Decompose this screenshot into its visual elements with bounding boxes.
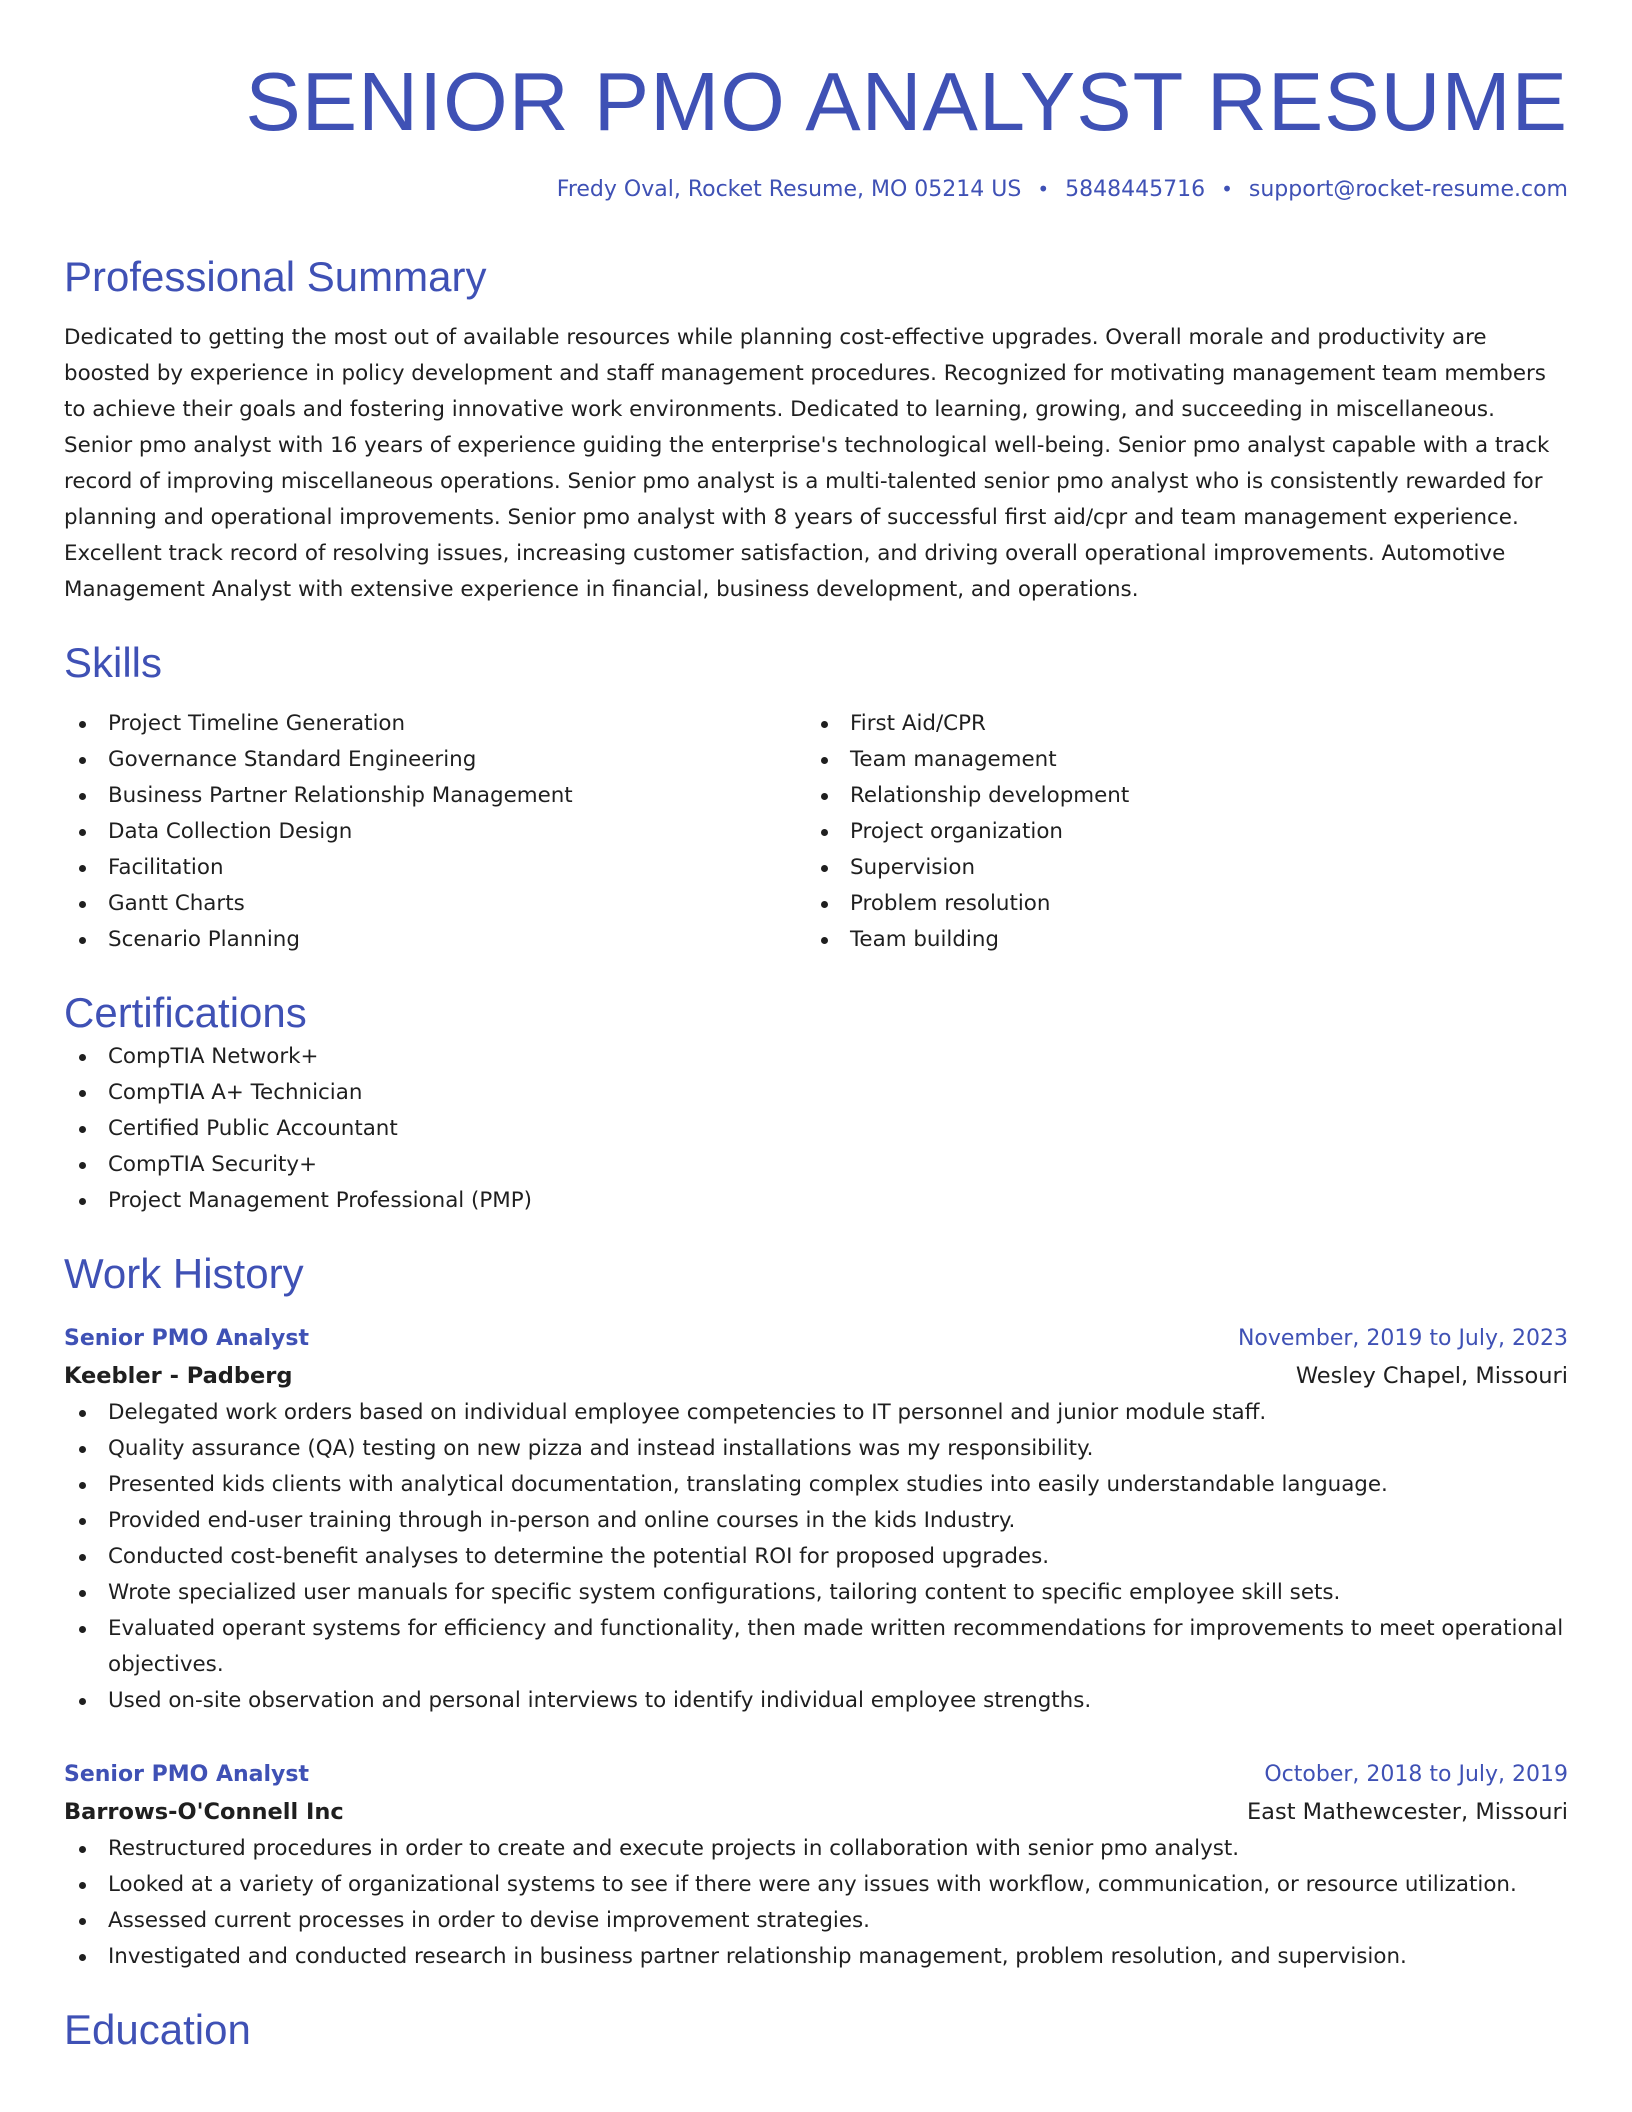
skill-item: Relationship development: [806, 778, 1548, 814]
job-bullet: Used on-site observation and personal interviews to identify individual employee strengths.: [64, 1683, 1568, 1719]
job-entry: [64, 1321, 1568, 1719]
work-history-heading: Work History: [64, 1249, 304, 1297]
work-history-section: [64, 1249, 1568, 1975]
resume-header: [64, 56, 1568, 204]
skills-section: [64, 638, 1568, 958]
job-entry: [64, 1757, 1568, 1975]
skill-item: Problem resolution: [806, 886, 1548, 922]
skill-item: Scenario Planning: [64, 922, 806, 958]
job-dates: November, 2019 to July, 2023: [1237, 1326, 1568, 1352]
job-company-row: [64, 1793, 1568, 1831]
job-bullet: Wrote specialized user manuals for specific system configurations, tailoring content to specific employee skill sets.: [64, 1575, 1568, 1611]
resume-title: SENIOR PMO ANALYST RESUME: [245, 55, 1568, 148]
summary-section: [64, 252, 1568, 608]
job-bullet: Looked at a variety of organizational systems to see if there were any issues with workflow, communication, or resource utilization.: [64, 1867, 1568, 1903]
summary-heading: Professional Summary: [64, 252, 487, 300]
job-bullet: Investigated and conducted research in business partner relationship management, problem resolution, and supervision.: [64, 1939, 1568, 1975]
skills-heading: Skills: [64, 639, 163, 687]
job-company: Barrows-O'Connell Inc: [64, 1799, 344, 1826]
job-title-row: [64, 1757, 1568, 1793]
job-bullet: Quality assurance (QA) testing on new pizza and instead installations was my responsibility.: [64, 1431, 1568, 1467]
certifications-heading: Certifications: [64, 989, 307, 1037]
certification-item: CompTIA A+ Technician: [64, 1075, 1568, 1111]
contact-email[interactable]: support@rocket-resume.com: [1248, 177, 1568, 203]
education-section: [64, 2005, 1568, 2055]
contact-line: [64, 177, 1568, 203]
skills-column-right: [806, 706, 1548, 958]
job-title: Senior PMO Analyst: [64, 1326, 309, 1352]
certification-item: Certified Public Accountant: [64, 1111, 1568, 1147]
skill-item: Governance Standard Engineering: [64, 742, 806, 778]
skill-item: Team building: [806, 922, 1548, 958]
contact-phone: 5848445716: [1065, 177, 1206, 203]
skill-item: Facilitation: [64, 850, 806, 886]
job-bullet: Provided end-user training through in-person and online courses in the kids Industry.: [64, 1503, 1568, 1539]
job-bullet: Evaluated operant systems for efficiency and functionality, then made written recommendations for improvements to meet operational objectives.: [64, 1611, 1568, 1683]
job-title-row: [64, 1321, 1568, 1357]
skill-item: Business Partner Relationship Management: [64, 778, 806, 814]
skills-list-left: [64, 706, 806, 958]
job-bullets: [64, 1831, 1568, 1975]
skill-item: First Aid/CPR: [806, 706, 1548, 742]
job-company-row: [64, 1357, 1568, 1395]
skill-item: Project organization: [806, 814, 1548, 850]
job-bullet: Restructured procedures in order to create and execute projects in collaboration with senior pmo analyst.: [64, 1831, 1568, 1867]
skill-item: Project Timeline Generation: [64, 706, 806, 742]
job-bullet: Conducted cost-benefit analyses to determine the potential ROI for proposed upgrades.: [64, 1539, 1568, 1575]
skills-list-right: [806, 706, 1548, 958]
job-title: Senior PMO Analyst: [64, 1762, 309, 1788]
certification-item: CompTIA Security+: [64, 1147, 1568, 1183]
job-company: Keebler - Padberg: [64, 1363, 293, 1390]
skill-item: Data Collection Design: [64, 814, 806, 850]
job-location: Wesley Chapel, Missouri: [1295, 1363, 1568, 1390]
job-dates: October, 2018 to July, 2019: [1264, 1762, 1568, 1788]
job-bullet: Assessed current processes in order to devise improvement strategies.: [64, 1903, 1568, 1939]
skills-column-left: [64, 706, 806, 958]
certification-item: CompTIA Network+: [64, 1039, 1568, 1075]
job-bullet: Delegated work orders based on individual employee competencies to IT personnel and junior module staff.: [64, 1395, 1568, 1431]
skill-item: Gantt Charts: [64, 886, 806, 922]
skills-grid: [64, 706, 1568, 958]
skill-item: Team management: [806, 742, 1548, 778]
job-location: East Mathewcester, Missouri: [1246, 1799, 1568, 1826]
contact-separator: •: [1037, 177, 1050, 202]
job-bullets: [64, 1395, 1568, 1719]
certification-item: Project Management Professional (PMP): [64, 1183, 1568, 1219]
education-heading: Education: [64, 2006, 251, 2054]
certifications-list: [64, 1039, 1568, 1219]
contact-separator: •: [1221, 177, 1233, 202]
certifications-section: [64, 988, 1568, 1218]
contact-address: Fredy Oval, Rocket Resume, MO 05214 US: [556, 177, 1022, 203]
summary-text: Dedicated to getting the most out of available resources while planning cost-effective upgrades. Overall morale and productivity are boosted by experience in policy development and staff management procedures. Recognized for motivating management team members to achieve their goals and fostering innovative work environments. Dedicated to learning, growing, and succeeding in miscellaneous. Senior pmo analyst with 16 years of experience guiding the enterprise's technological well-being. Senior pmo analyst capable with a track record of improving miscellaneous operations. Senior pmo analyst is a multi-talented senior pmo analyst who is consistently rewarded for planning and operational improvements. Senior pmo analyst with 8 years of successful first aid/cpr and team management experience. Excellent track record of resolving issues, increasing customer satisfaction, and driving overall operational improvements. Automotive Management Analyst with extensive experience in financial, business development, and operations.: [64, 325, 1550, 603]
skill-item: Supervision: [806, 850, 1548, 886]
job-bullet: Presented kids clients with analytical documentation, translating complex studies into easily understandable language.: [64, 1467, 1568, 1503]
